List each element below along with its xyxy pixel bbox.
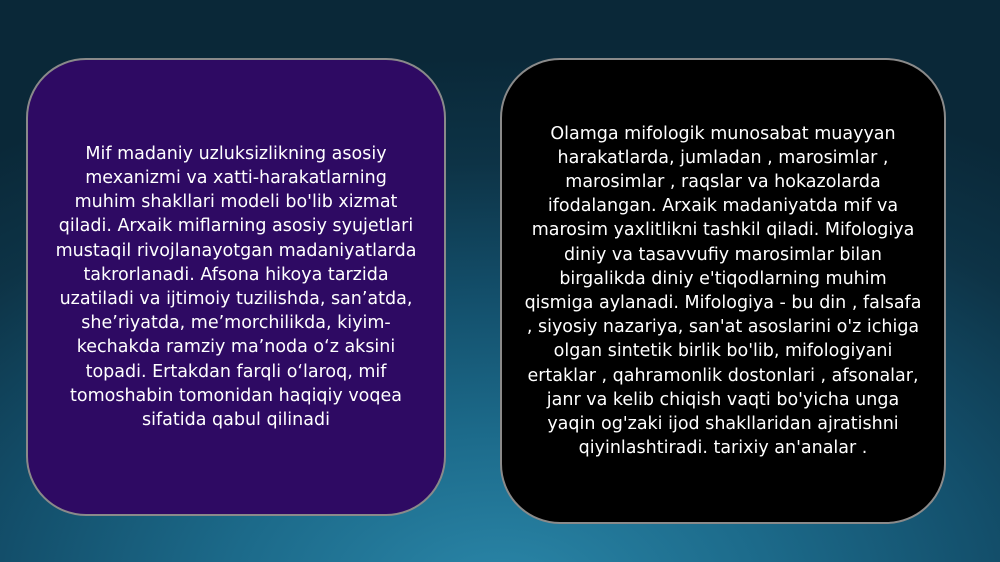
left-text-card — [26, 58, 446, 516]
left-card-text: Mif madaniy uzluksizlikning asosiy mexanizmi va xatti-harakatlarning muhim shakllari modeli bo'lib xizmat qiladi. Arxaik miflarning asosiy syujetlari mustaqil rivojlanayotgan madaniyatlarda takrorlanadi. Afsona hikoya tarzida uzatiladi va ijtimoiy tuzilishda, san’atda, she’riyatda, me’morchilikda, kiyim-kechakda ramziy ma’noda o‘z aksini topadi. Ertakdan farqli o‘laroq, mif tomoshabin tomonidan haqiqiy voqea sifatida qabul qilinadi — [55, 143, 417, 431]
right-text-card — [500, 58, 946, 524]
right-card-text: Olamga mifologik munosabat muayyan harakatlarda, jumladan , marosimlar , marosimlar , raqslar va hokazolarda ifodalangan. Arxaik madaniyatda mif va marosim yaxlitlikni tashkil qiladi. Mifologiya diniy va tasavvufiy marosimlar bilan birgalikda diniy e'tiqodlarning muhim qismiga aylanadi. Mifologiya - bu din , falsafa , siyosiy nazariya, san'at asoslarini o'z ichiga olgan sintetik birlik bo'lib, mifologiyani ertaklar , qahramonlik dostonlari , afsonalar, janr va kelib chiqish vaqti bo'yicha unga yaqin og'zaki ijod shakllaridan ajratishni qiyinlashtiradi. tarixiy an'analar . — [524, 123, 922, 459]
